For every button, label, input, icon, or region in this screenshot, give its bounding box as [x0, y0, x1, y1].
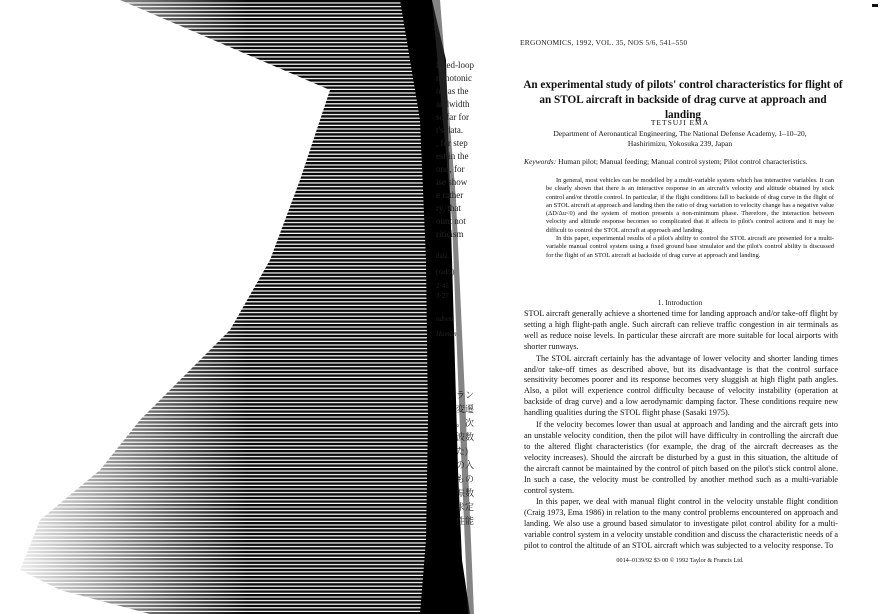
body-paragraph: If the velocity becomes lower than usual at approach and landing and the aircraft gets into an unstable velocity condition, then the pilot will have difficulty in controlling the aircraft due to the altered flight characteristics (for example, the drag of the aircraft decreases as the velocity increases). Should the aircraft be disturbed by a gust in this situation, the altitude of the aircraft cannot be maintained by the control of pitch based on the pilot's stick control alone. In such a case, the velocity must be controlled by another method such as a multi-variable control system. [524, 420, 838, 495]
affiliation-line: Hashirimizu, Yokosuka 239, Japan [627, 139, 733, 148]
body-paragraph: In this paper, we deal with manual flight control in the velocity unstable flight condition (Craig 1973, Ema 1986) in relation to the many control problems encountered on approach and landing. We also use a ground based simulator to investigate pilot control ability for a multi-variable control system in a velocity unstable condition and discuss the characteristic needs of a pilot to control the altitude of an STOL aircraft which was subjected to a velocity response. To [524, 497, 838, 551]
fragment-line: andwidth [436, 99, 470, 109]
journal-header: ERGONOMICS, 1992, VOL. 35, NOS 5/6, 541–550 [520, 38, 688, 47]
body-text [524, 309, 838, 553]
fragment-table-line: (rad/s) [436, 268, 455, 276]
fragment-line: ry, that [436, 203, 461, 213]
fragment-jp-line: ラン [456, 390, 475, 400]
fragment-line: nonotonic [436, 73, 472, 83]
fragment-jp-line: 求定 [456, 502, 475, 512]
author-name: TETSUJI EMA [650, 118, 710, 127]
fragment-line: , for step [436, 138, 468, 148]
keywords-label: Keywords: [524, 157, 557, 166]
fragment-italic-line: Human [436, 330, 457, 338]
fragment-line: t's data. [436, 125, 464, 135]
fragment-jp-line: た) [456, 446, 468, 456]
fragment-line: est in the [436, 151, 469, 161]
fragment-jp-line: の入 [456, 460, 475, 470]
body-paragraph: The STOL aircraft certainly has the advantage of lower velocity and shorter landing times and/or take-off times as described above, but its disadvantage is that the control surface sensitivity becomes poorer and its response becomes very sluggish at high flight path angles. Also, a pilot will experience control difficulty because of velocity instability (operation at backside of drag curve) and a low aerodynamic damping factor. These conditions require new handling qualities during the STOL flight phase (Sasaki 1975). [524, 353, 838, 418]
keywords-text: Human pilot; Manual feeding; Manual control system; Pilot control characteristics. [558, 157, 808, 166]
fragment-line: losed-loop [436, 60, 474, 70]
abstract [546, 177, 834, 260]
fragment-jp-line: 変遷 [456, 404, 475, 414]
affiliation-line: Department of Aeronautical Engineering, The National Defense Academy, 1–10–20, [553, 129, 807, 138]
fragment-table-line: 3·27 [436, 292, 449, 300]
fragment-jp-line: 波数 [456, 432, 475, 442]
abstract-paragraph: In this paper, experimental results of a pilot's ability to control the STOL aircraft are presented for a multi-variable manual control system using a fixed ground base simulator and the pilot's control ability is discussed for the flight of an STOL aircraft at backside of drag curve at approach and landing. [546, 235, 834, 259]
fragment-italic-line: ndress [436, 315, 455, 323]
fragment-jp-line: 振数 [456, 488, 475, 498]
fragment-jp-line: 。次 [456, 418, 475, 428]
keywords [524, 157, 858, 167]
fragment-line: so far for [436, 112, 469, 122]
fragment-line: ise show [436, 177, 468, 187]
fragment-jp-line: もの [456, 474, 475, 484]
abstract-paragraph: In general, most vehicles can be modelled by a multi-variable system which has interactive variables. It can be clearly shown that there is an interactive response in an aircraft's velocity and altitude obtained by stick control and/or throttle control. In particular, if the flight conditions fall to backside of drag curve in the flight of an STOL aircraft at approach and landing then the ratio of drag variation to velocity change has a negative value (ΔD/Δu<0) and the system of motion presents a non-minimum phase. Therefore, the interaction between velocity and altitude response becomes so complicated that it affects to pilot's control actions and it may be difficult to control the STOL aircraft at approach and landing. [546, 177, 834, 234]
fragment-jp-line: 性能 [456, 516, 475, 526]
fragment-line: ond, for [436, 164, 465, 174]
paper-title: An experimental study of pilots' control characteristics for flight of an STOL aircraft in backside of drag curve at approach and landing [523, 79, 843, 121]
fragment-line: e rather [436, 190, 464, 200]
section-heading: 1. Introduction [657, 298, 703, 307]
fragment-line: ter as the [436, 86, 469, 96]
fragment-table-line: 2·45 [436, 282, 449, 290]
fragment-line: riticism [436, 229, 464, 239]
fragment-table-line: data. [436, 252, 450, 260]
body-paragraph: STOL aircraft generally achieve a shortened time for landing approach and/or take-off flight by setting a high flight-path angle. Such aircraft can relieve traffic congestion in air terminals as well as reduce noise levels. In particular these aircraft are more suitable for local airports with shorter runways. [524, 309, 838, 351]
fragment-line: ount not [436, 216, 466, 226]
copyright-footer: 0014–0139/92 $3·00 © 1992 Taylor & Francis Ltd. [616, 557, 744, 564]
affiliation [520, 129, 840, 149]
